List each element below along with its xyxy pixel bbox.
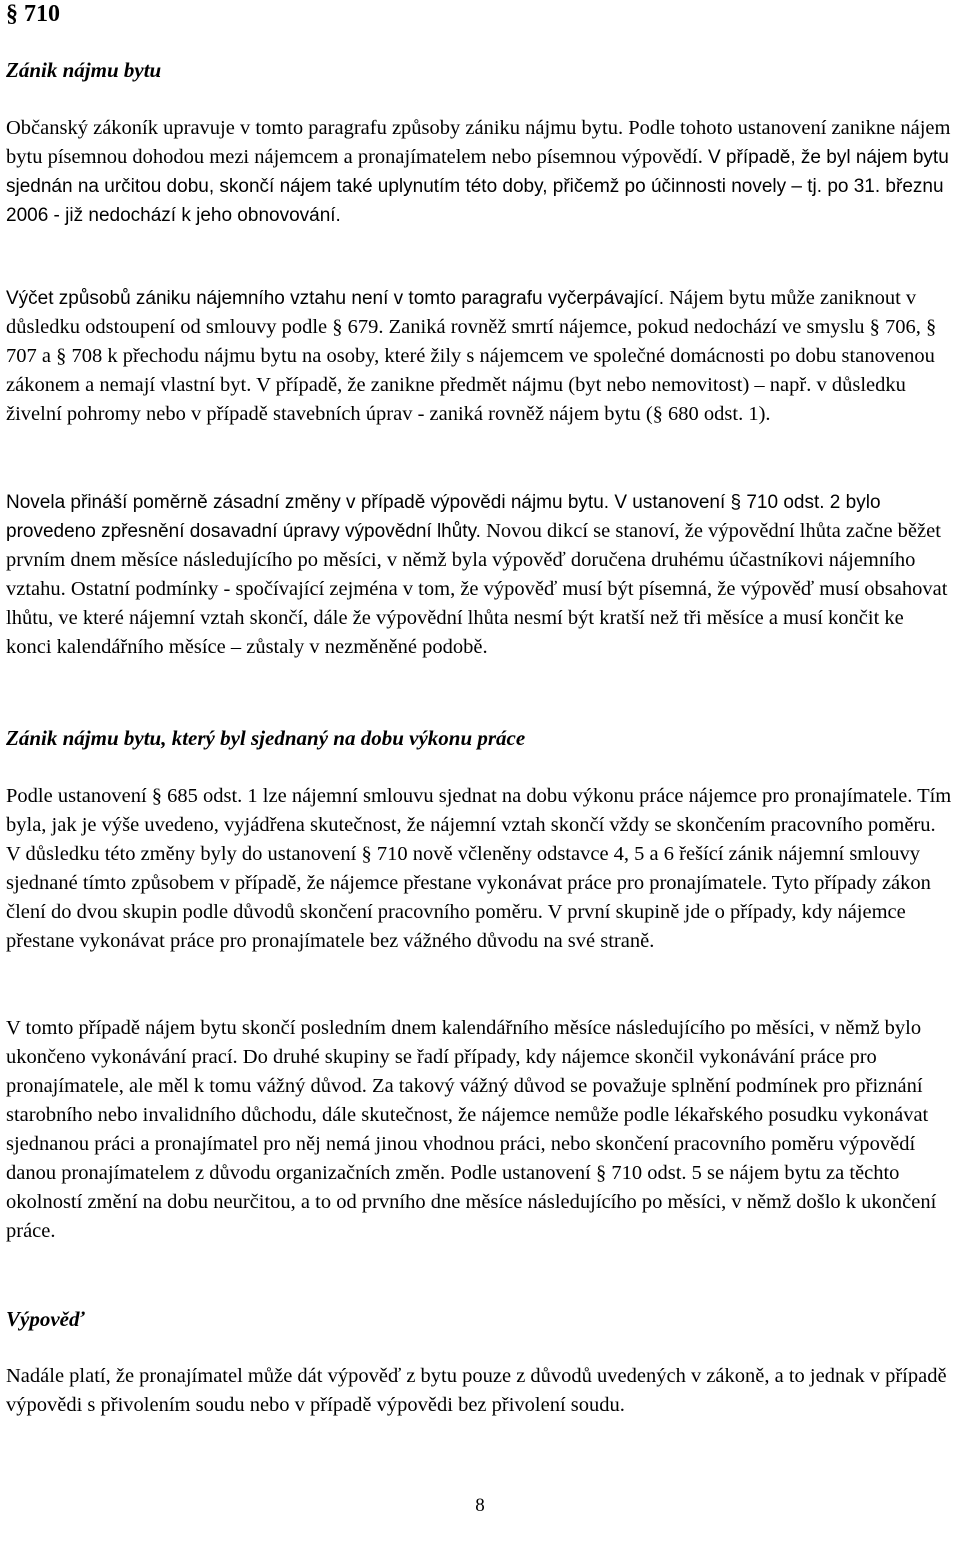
paragraph-text: Občanský zákoník upravuje v tomto paragrafu způsoby zániku nájmu bytu. Podle tohoto ustanovení zanikne nájem bytu písemnou dohodou mezi nájemcem a pronajímatelem nebo písemnou výpovědí. bbox=[6, 117, 951, 168]
paragraph-notice-period bbox=[6, 488, 954, 662]
paragraph-work-lease-groups: Podle ustanovení § 685 odst. 1 lze nájemní smlouvu sjednat na dobu výkonu práce nájemce pro pronajímatele. Tím byla, jak je výše uvedeno, vyjádřena skutečnost, že nájemní vztah skončí vždy se skončením pracovního poměru. V důsledku této změny byly do ustanovení § 710 nově včleněny odstavce 4, 5 a 6 řešící zánik nájemní smlouvy sjednané tímto způsobem v případě, že nájemce přestane vykonávat práce pro pronajímatele. Tyto případy zákon člení do dvou skupin podle důvodů skončení pracovního poměru. V první skupině jde o případy, kdy nájemce přestane vykonávat práce pro pronajímatele bez vážného důvodu na své straně. bbox=[6, 785, 952, 952]
paragraph-work-lease-details: V tomto případě nájem bytu skončí posledním dnem kalendářního měsíce následujícího po měsíci, v němž bylo ukončeno vykonávání prací. Do druhé skupiny se řadí případy, kdy nájemce skončil vykonávání práce pro pronajímatele, ale měl k tomu vážný důvod. Za takový vážný důvod se považuje splnění podmínek pro přiznání starobního nebo invalidního důchodu, dále skutečnost, že nájemce nemůže podle lékařského posudku vykonávat sjednanou práci a pronajímatel pro něj nemá jinou vhodnou práci, nebo skončení pracovního poměru výpovědí danou pronajímatelem z důvodu organizačních změn. Podle ustanovení § 710 odst. 5 se nájem bytu za těchto okolností změní na dobu neurčitou, a to od prvního dne měsíce následujícího po měsíci, v němž došlo k ukončení práce. bbox=[6, 1017, 937, 1242]
heading-notice: Výpověď bbox=[6, 1307, 85, 1331]
heading-work-related-lease: Zánik nájmu bytu, který byl sjednaný na dobu výkonu práce bbox=[6, 726, 526, 750]
paragraph-non-exhaustive-list bbox=[6, 284, 954, 429]
paragraph-text: Nájem bytu může zaniknout v důsledku odstoupení od smlouvy podle § 679. Zaniká rovněž smrtí nájemce, pokud nedochází ve smyslu § 706, § 707 a § 708 k přechodu nájmu bytu na osoby, které žily s nájemcem ve společné domácnosti po dobu stanovenou zákonem a nemají vlastní byt. V případě, že zanikne předmět nájmu (byt nebo nemovitost) – např. v důsledku živelní pohromy nebo v případě stavebních úprav - zaniká rovněž nájem bytu (§ 680 odst. 1). bbox=[6, 287, 937, 425]
paragraph-ways-of-termination bbox=[6, 114, 954, 230]
paragraph-text: Novou dikcí se stanoví, že výpovědní lhůta začne běžet prvním dnem měsíce následujícího po měsíci, v němž byla výpověď doručena druhému účastníkovi nájemního vztahu. Ostatní podmínky - spočívající zejména v tom, že výpověď musí být písemná, že výpověď musí obsahovat lhůtu, ve které nájemní vztah skončí, dále že výpovědní lhůta nesmí být kratší než tři měsíce a musí končit ke konci kalendářního měsíce – zůstaly v nezměněné podobě. bbox=[6, 520, 948, 658]
paragraph-text: Výčet způsobů zániku nájemního vztahu není v tomto paragrafu vyčerpávající. bbox=[6, 288, 664, 309]
page-number: 8 bbox=[475, 1495, 485, 1516]
paragraph-text: V případě, že byl nájem bytu sjednán na určitou dobu, skončí nájem také uplynutím této doby, přičemž po účinnosti novely – tj. po 31. březnu 2006 - již nedochází k jeho obnovování. bbox=[6, 147, 949, 226]
paragraph-notice-reasons: Nadále platí, že pronajímatel může dát výpověď z bytu pouze z důvodů uvedených v zákoně, a to jednak v případě výpovědi s přivolením soudu nebo v případě výpovědi bez přivolení soudu. bbox=[6, 1365, 947, 1416]
paragraph-text: Novela přináší poměrně zásadní změny v případě výpovědi nájmu bytu. V ustanovení § 710 odst. 2 bylo provedeno zpřesnění dosavadní úpravy výpovědní lhůty. bbox=[6, 492, 881, 542]
heading-termination-of-lease: Zánik nájmu bytu bbox=[6, 58, 162, 82]
section-number: § 710 bbox=[6, 1, 60, 27]
